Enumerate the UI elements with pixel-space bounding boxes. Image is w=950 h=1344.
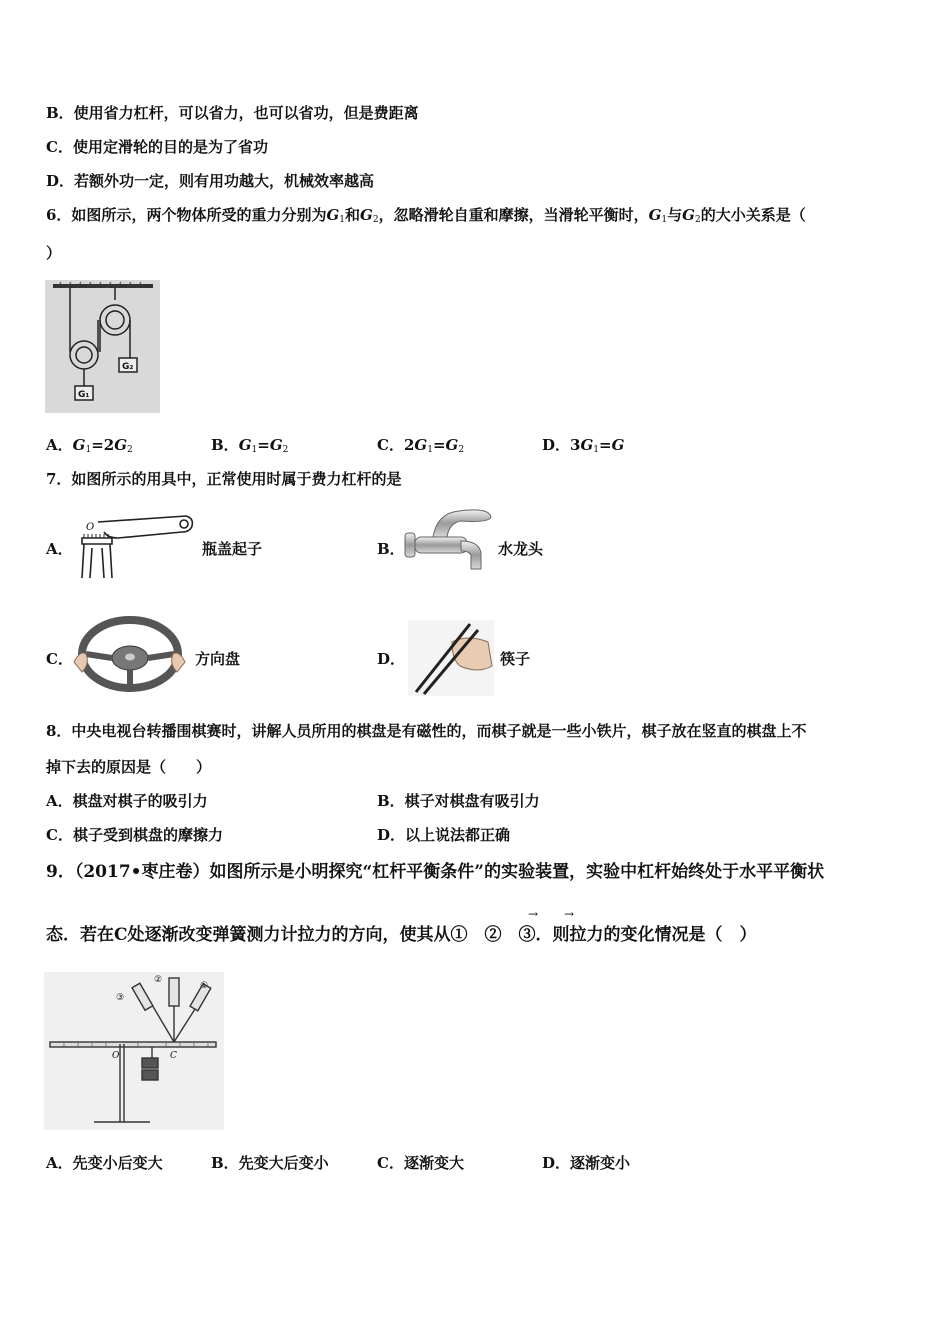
q7-option-a-letter: A． <box>46 540 73 558</box>
q9-option-b: B．先变大后变小 <box>211 1154 329 1172</box>
q9-option-d: D．逐渐变小 <box>542 1154 631 1172</box>
q9-fig-label-1: ③ <box>116 993 125 1003</box>
q9-fig-c-label: C <box>170 1051 177 1061</box>
q9-arrow-2: → <box>564 907 575 921</box>
q9-lever-figure <box>44 972 224 1130</box>
q9-fig-o-label: O <box>112 1051 120 1061</box>
q6-option-a: A．$G_1=2G_2$ <box>46 436 133 455</box>
q7-option-b-label: 水龙头 <box>498 540 544 558</box>
q6-option-b: B．$G_1=G_2$ <box>211 436 289 455</box>
q5-option-c: C．使用定滑轮的目的是为了省功 <box>46 138 268 156</box>
q9-option-a: A．先变小后变大 <box>46 1154 163 1172</box>
q6-stem-close: ） <box>46 244 62 262</box>
q7-option-d-letter: D． <box>377 650 406 668</box>
q8-stem-line1: 8．中央电视台转播围棋赛时，讲解人员所用的棋盘是有磁性的，而棋子就是一些小铁片，棋子放在竖直的棋盘上不 <box>46 722 807 740</box>
q5-option-b: B．使用省力杠杆，可以省力，也可以省功，但是费距离 <box>46 104 419 122</box>
q9-arrow-1: → <box>528 907 539 921</box>
q6-option-d: D．$3G_1=G$ <box>542 436 625 455</box>
q7-option-c-letter: C． <box>46 650 73 668</box>
chopsticks-icon <box>408 620 494 696</box>
q9-stem-line1: 9．（2017•枣庄卷）如图所示是小明探究“杠杆平衡条件”的实验装置，实验中杠杆始终处于水平平衡状 <box>46 862 825 882</box>
q7-option-d-label: 筷子 <box>500 650 531 668</box>
q8-option-d: D．以上说法都正确 <box>377 826 511 844</box>
q7-option-c-label: 方向盘 <box>195 650 241 668</box>
q8-stem-line2: 掉下去的原因是（ ） <box>46 758 212 776</box>
q6-fig-label-g2: G₂ <box>122 362 134 372</box>
q7-option-a-label: 瓶盖起子 <box>202 540 263 558</box>
q8-option-a: A．棋盘对棋子的吸引力 <box>46 792 208 810</box>
q7-stem: 7．如图所示的用具中，正常使用时属于费力杠杆的是 <box>46 470 402 488</box>
bottle-opener-icon <box>78 508 196 580</box>
q9-fig-label-2: ② <box>154 975 163 985</box>
q7-option-b-letter: B． <box>377 540 405 558</box>
q8-option-c: C．棋子受到棋盘的摩擦力 <box>46 826 223 844</box>
q6-fig-label-g1: G₁ <box>78 390 90 400</box>
faucet-icon <box>403 503 495 579</box>
q8-option-b: B．棋子对棋盘有吸引力 <box>377 792 540 810</box>
q7-fig-o-label: O <box>86 522 95 533</box>
q6-pulley-figure <box>45 280 160 413</box>
q6-option-c: C．$2G_1=G_2$ <box>377 436 465 455</box>
q5-option-d: D．若额外功一定，则有用功越大，机械效率越高 <box>46 172 375 190</box>
steering-wheel-icon <box>72 610 187 694</box>
q9-option-c: C．逐渐变大 <box>377 1154 464 1172</box>
q6-stem: 6．如图所示，两个物体所受的重力分别为$G_1$和$G_2$，忽略滑轮自重和摩擦，当滑轮平衡时，$G_1$与$G_2$的大小关系是（ <box>46 206 806 225</box>
q9-stem-line2: 态．若在C处逐渐改变弹簧测力计拉力的方向，使其从① ② ③．则拉力的变化情况是（ ） <box>46 925 757 945</box>
q9-fig-label-3: ① <box>200 981 209 991</box>
